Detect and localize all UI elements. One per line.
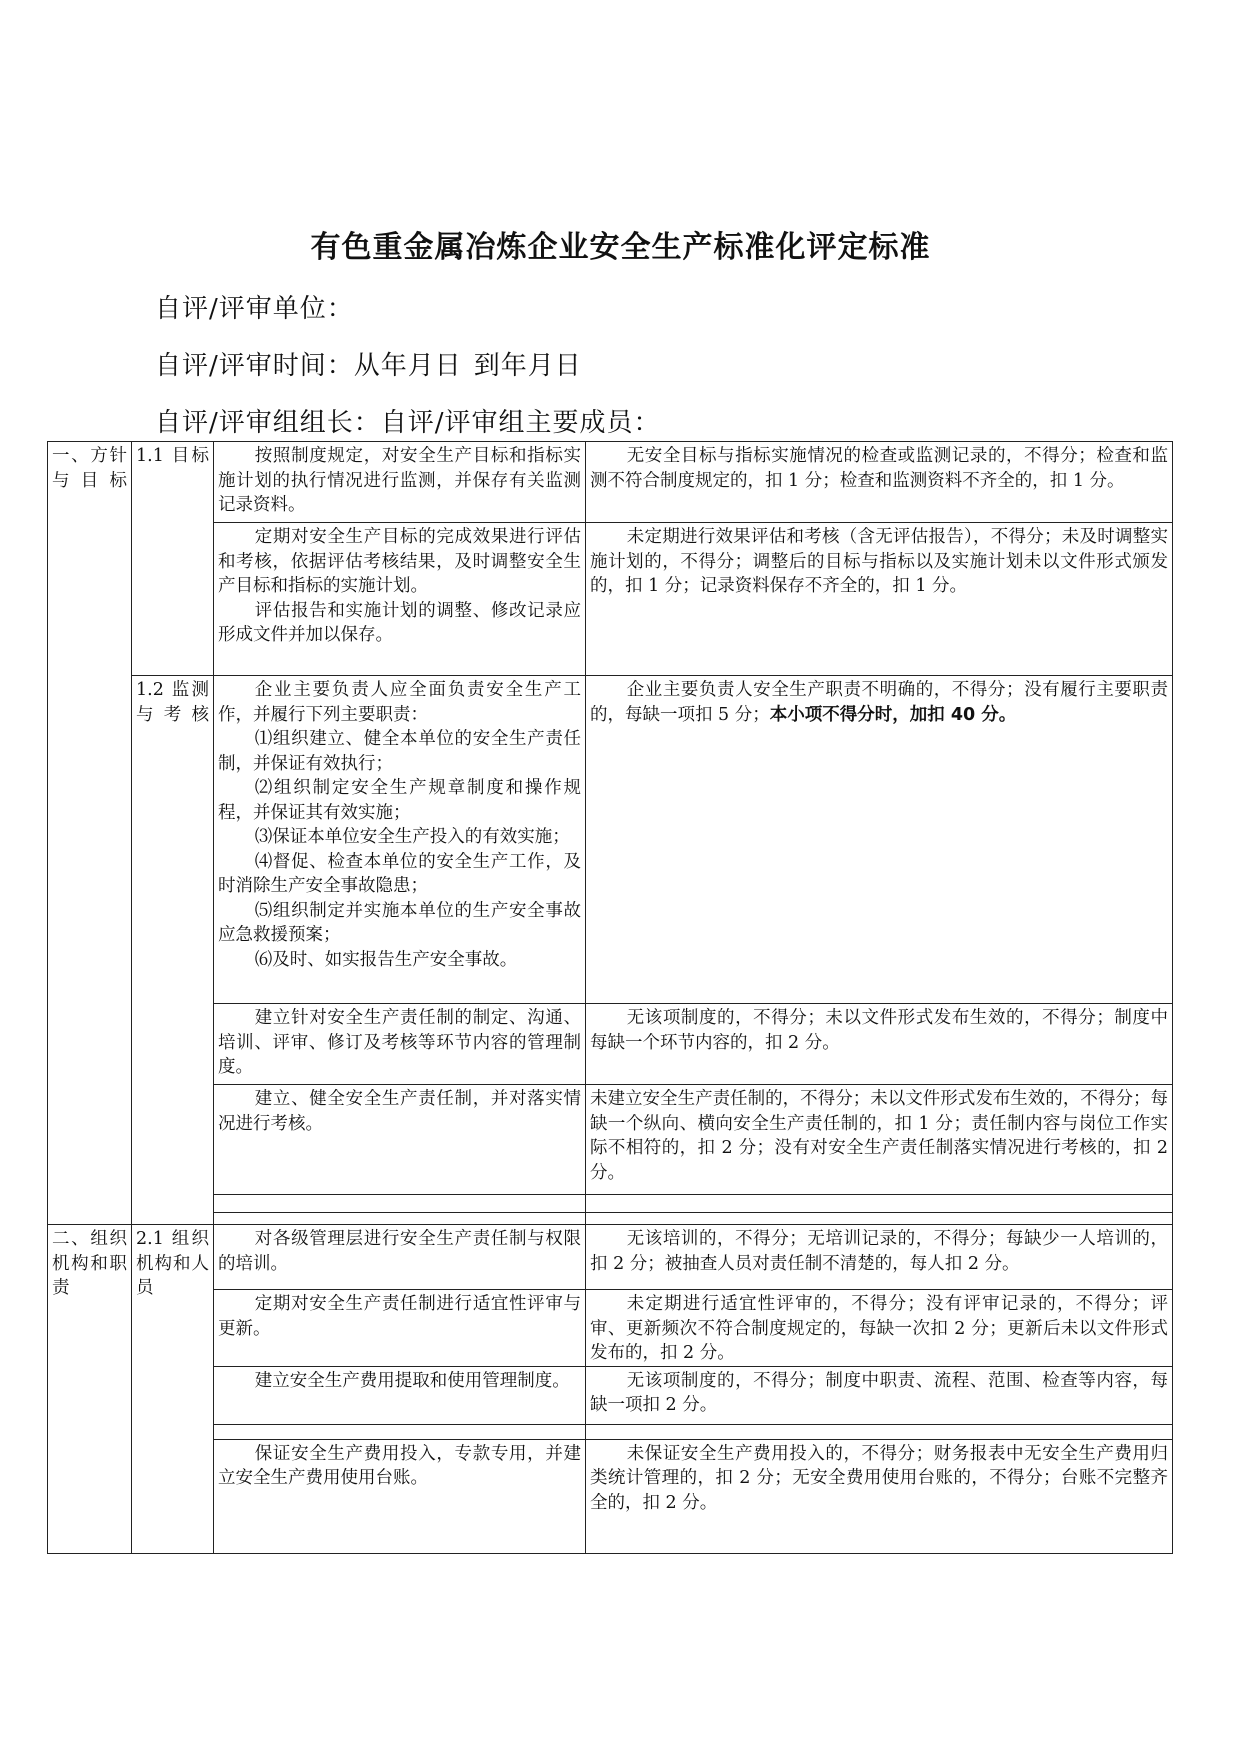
criteria-cell: 无该项制度的，不得分；未以文件形式发布生效的，不得分；制度中每缺一个环节内容的，扣 2 分。: [586, 1004, 1173, 1085]
penalty-note: 本小项不得分时，加扣 40 分。: [769, 704, 1017, 725]
unit-line: 自评/评审单位：: [155, 294, 354, 324]
category-2: 二、组织机构和职责: [48, 1225, 132, 1554]
leader-line: 自评/评审组组长：自评/评审组主要成员：: [155, 408, 661, 438]
criteria-cell: 无该项制度的，不得分；制度中职责、流程、范围、检查等内容，每缺一项扣 2 分。: [586, 1366, 1173, 1424]
duty-item: ⑹及时、如实报告生产安全事故。: [254, 949, 518, 970]
page-title: 有色重金属冶炼企业安全生产标准化评定标准: [310, 230, 931, 265]
requirement-text: 定期对安全生产目标的完成效果进行评估和考核，依据评估考核结果，及时调整安全生产目标和指标的实施计划。: [218, 527, 581, 596]
blank-cell: [214, 1424, 586, 1439]
criteria-cell: 未定期进行适宜性评审的，不得分；没有评审记录的，不得分；评审、更新频次不符合制度规定的，每缺一次扣 2 分；更新后未以文件形式发布的，扣 2 分。: [586, 1290, 1173, 1367]
criteria-cell: 未定期进行效果评估和考核（含无评估报告），不得分；未及时调整实施计划的，不得分；调整后的目标与指标以及实施计划未以文件形式颁发的，扣 1 分；记录资料保存不齐全的，扣 1 分。: [586, 523, 1173, 676]
duty-item: ⑴组织建立、健全本单位的安全生产责任制，并保证有效执行；: [218, 729, 581, 774]
requirement-cell: [214, 676, 586, 1004]
criteria-cell: 无该培训的，不得分；无培训记录的，不得分；每缺少一人培训的，扣 2 分；被抽查人员对责任制不清楚的，每人扣 2 分。: [586, 1225, 1173, 1290]
subcategory-1-1: 1.1 目标: [132, 442, 214, 676]
requirement-cell: 建立针对安全生产责任制的制定、沟通、培训、评审、修订及考核等环节内容的管理制度。: [214, 1004, 586, 1085]
time-line: [155, 345, 582, 382]
criteria-cell: 无安全目标与指标实施情况的检查或监测记录的，不得分；检查和监测不符合制度规定的，扣 1 分；检查和监测资料不齐全的，扣 1 分。: [586, 442, 1173, 523]
duty-item: ⑷督促、检查本单位的安全生产工作，及时消除生产安全事故隐患；: [218, 851, 581, 896]
requirement-cell: 建立安全生产费用提取和使用管理制度。: [214, 1366, 586, 1424]
blank-cell: [586, 1424, 1173, 1439]
requirement-text: 评估报告和实施计划的调整、修改记录应形成文件并加以保存。: [218, 600, 581, 645]
time-from: 自评/评审时间：从年月日: [155, 351, 462, 381]
duty-item: ⑶保证本单位安全生产投入的有效实施；: [254, 827, 570, 847]
criteria-cell: [586, 676, 1173, 1004]
duty-item: ⑸组织制定并实施本单位的生产安全事故应急救援预案；: [218, 900, 581, 945]
requirement-cell: 定期对安全生产责任制进行适宜性评审与更新。: [214, 1290, 586, 1367]
requirement-cell: 按照制度规定，对安全生产目标和指标实施计划的执行情况进行监测，并保存有关监测记录资料。: [214, 442, 586, 523]
criteria-cell: 未建立安全生产责任制的，不得分；未以文件形式发布生效的，不得分；每缺一个纵向、横向安全生产责任制的，扣 1 分；责任制内容与岗位工作实际不相符的，扣 2 分；没有对安全生产责任制落实情况进行考核的，扣 2 分。: [586, 1085, 1173, 1195]
criteria-text: 企业主要负责人安全生产职责不明确的，不得分；没有履行主要职责的，每缺一项扣 5 分；: [590, 680, 1168, 725]
blank-cell: [586, 1195, 1173, 1213]
requirement-cell: 对各级管理层进行安全生产责任制与权限的培训。: [214, 1225, 586, 1290]
subcategory-1-2: 1.2 监测与考核: [132, 676, 214, 1225]
blank-cell: [214, 1213, 586, 1225]
criteria-cell: 未保证安全生产费用投入的，不得分；财务报表中无安全生产费用归类统计管理的，扣 2 分；无安全费用使用台账的，不得分；台账不完整齐全的，扣 2 分。: [586, 1439, 1173, 1553]
category-1: 一、方针与目标: [48, 442, 132, 1225]
requirement-cell: 建立、健全安全生产责任制，并对落实情况进行考核。: [214, 1085, 586, 1195]
standards-table: [47, 441, 1173, 1554]
subcategory-2-1: 2.1 组织机构和人员: [132, 1225, 214, 1554]
blank-cell: [586, 1213, 1173, 1225]
requirement-text: 企业主要负责人应全面负责安全生产工作，并履行下列主要职责：: [218, 680, 581, 725]
blank-cell: [214, 1195, 586, 1213]
requirement-cell: 保证安全生产费用投入，专款专用，并建立安全生产费用使用台账。: [214, 1439, 586, 1553]
requirement-cell: [214, 523, 586, 676]
duty-item: ⑵组织制定安全生产规章制度和操作规程，并保证其有效实施；: [218, 778, 581, 823]
time-to: 到年月日: [473, 351, 582, 381]
